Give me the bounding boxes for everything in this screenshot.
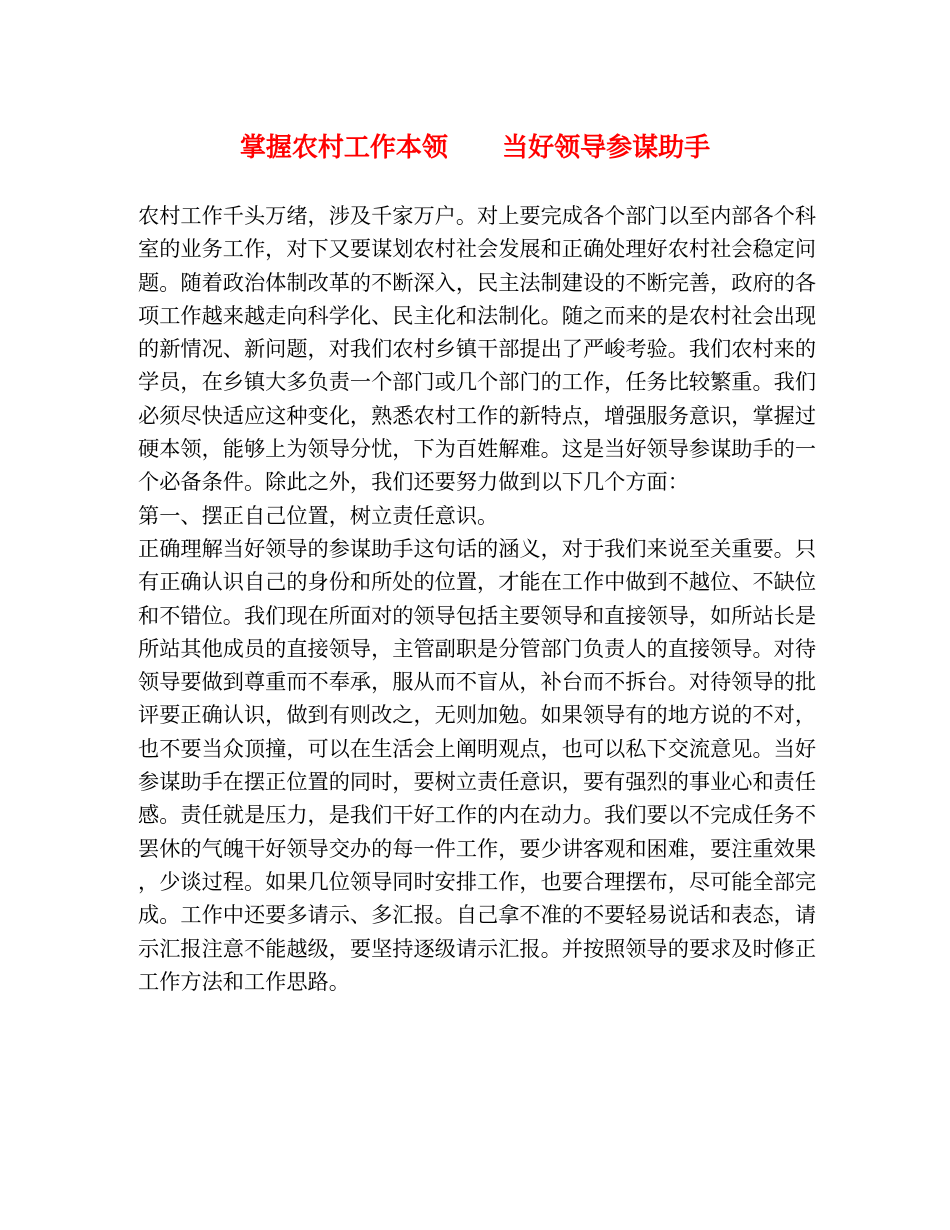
document-body xyxy=(138,199,828,998)
paragraph-section-1: 正确理解当好领导的参谋助手这句话的涵义，对于我们来说至关重要。只有正确认识自己的身份和所处的位置，才能在工作中做到不越位、不缺位和不错位。我们现在所面对的领导包括主要领导和直接领导，如所站长是所站其他成员的直接领导，主管副职是分管部门负责人的直接领导。对待领导要做到尊重而不奉承，服从而不盲从，补台而不拆台。对待领导的批评要正确认识，做到有则改之，无则加勉。如果领导有的地方说的不对，也不要当众顶撞，可以在生活会上阐明观点，也可以私下交流意见。当好参谋助手在摆正位置的同时，要树立责任意识，要有强烈的事业心和责任感。责任就是压力，是我们干好工作的内在动力。我们要以不完成任务不罢休的气魄干好领导交办的每一件工作，要少讲客观和困难，要注重效果，少谈过程。如果几位领导同时安排工作，也要合理摆布，尽可能全部完成。工作中还要多请示、多汇报。自己拿不准的不要轻易说话和表态，请示汇报注意不能越级，要坚持逐级请示汇报。并按照领导的要求及时修正工作方法和工作思路。 xyxy=(138,535,817,994)
document-title: 掌握农村工作本领 当好领导参谋助手 xyxy=(239,133,711,163)
paragraph-intro: 农村工作千头万绪，涉及千家万户。对上要完成各个部门以至内部各个科室的业务工作，对下又要谋划农村社会发展和正确处理好农村社会稳定问题。随着政治体制改革的不断深入，民主法制建设的不断完善，政府的各项工作越来越走向科学化、民主化和法制化。随之而来的是农村社会出现的新情况、新问题，对我们农村乡镇干部提出了严峻考验。我们农村来的学员，在乡镇大多负责一个部门或几个部门的工作，任务比较繁重。我们必须尽快适应这种变化，熟悉农村工作的新特点，增强服务意识，掌握过硬本领，能够上为领导分忧，下为百姓解难。这是当好领导参谋助手的一个必备条件。除此之外，我们还要努力做到以下几个方面： xyxy=(138,203,817,495)
section-heading-1: 第一、摆正自己位置，树立责任意识。 xyxy=(138,502,499,528)
